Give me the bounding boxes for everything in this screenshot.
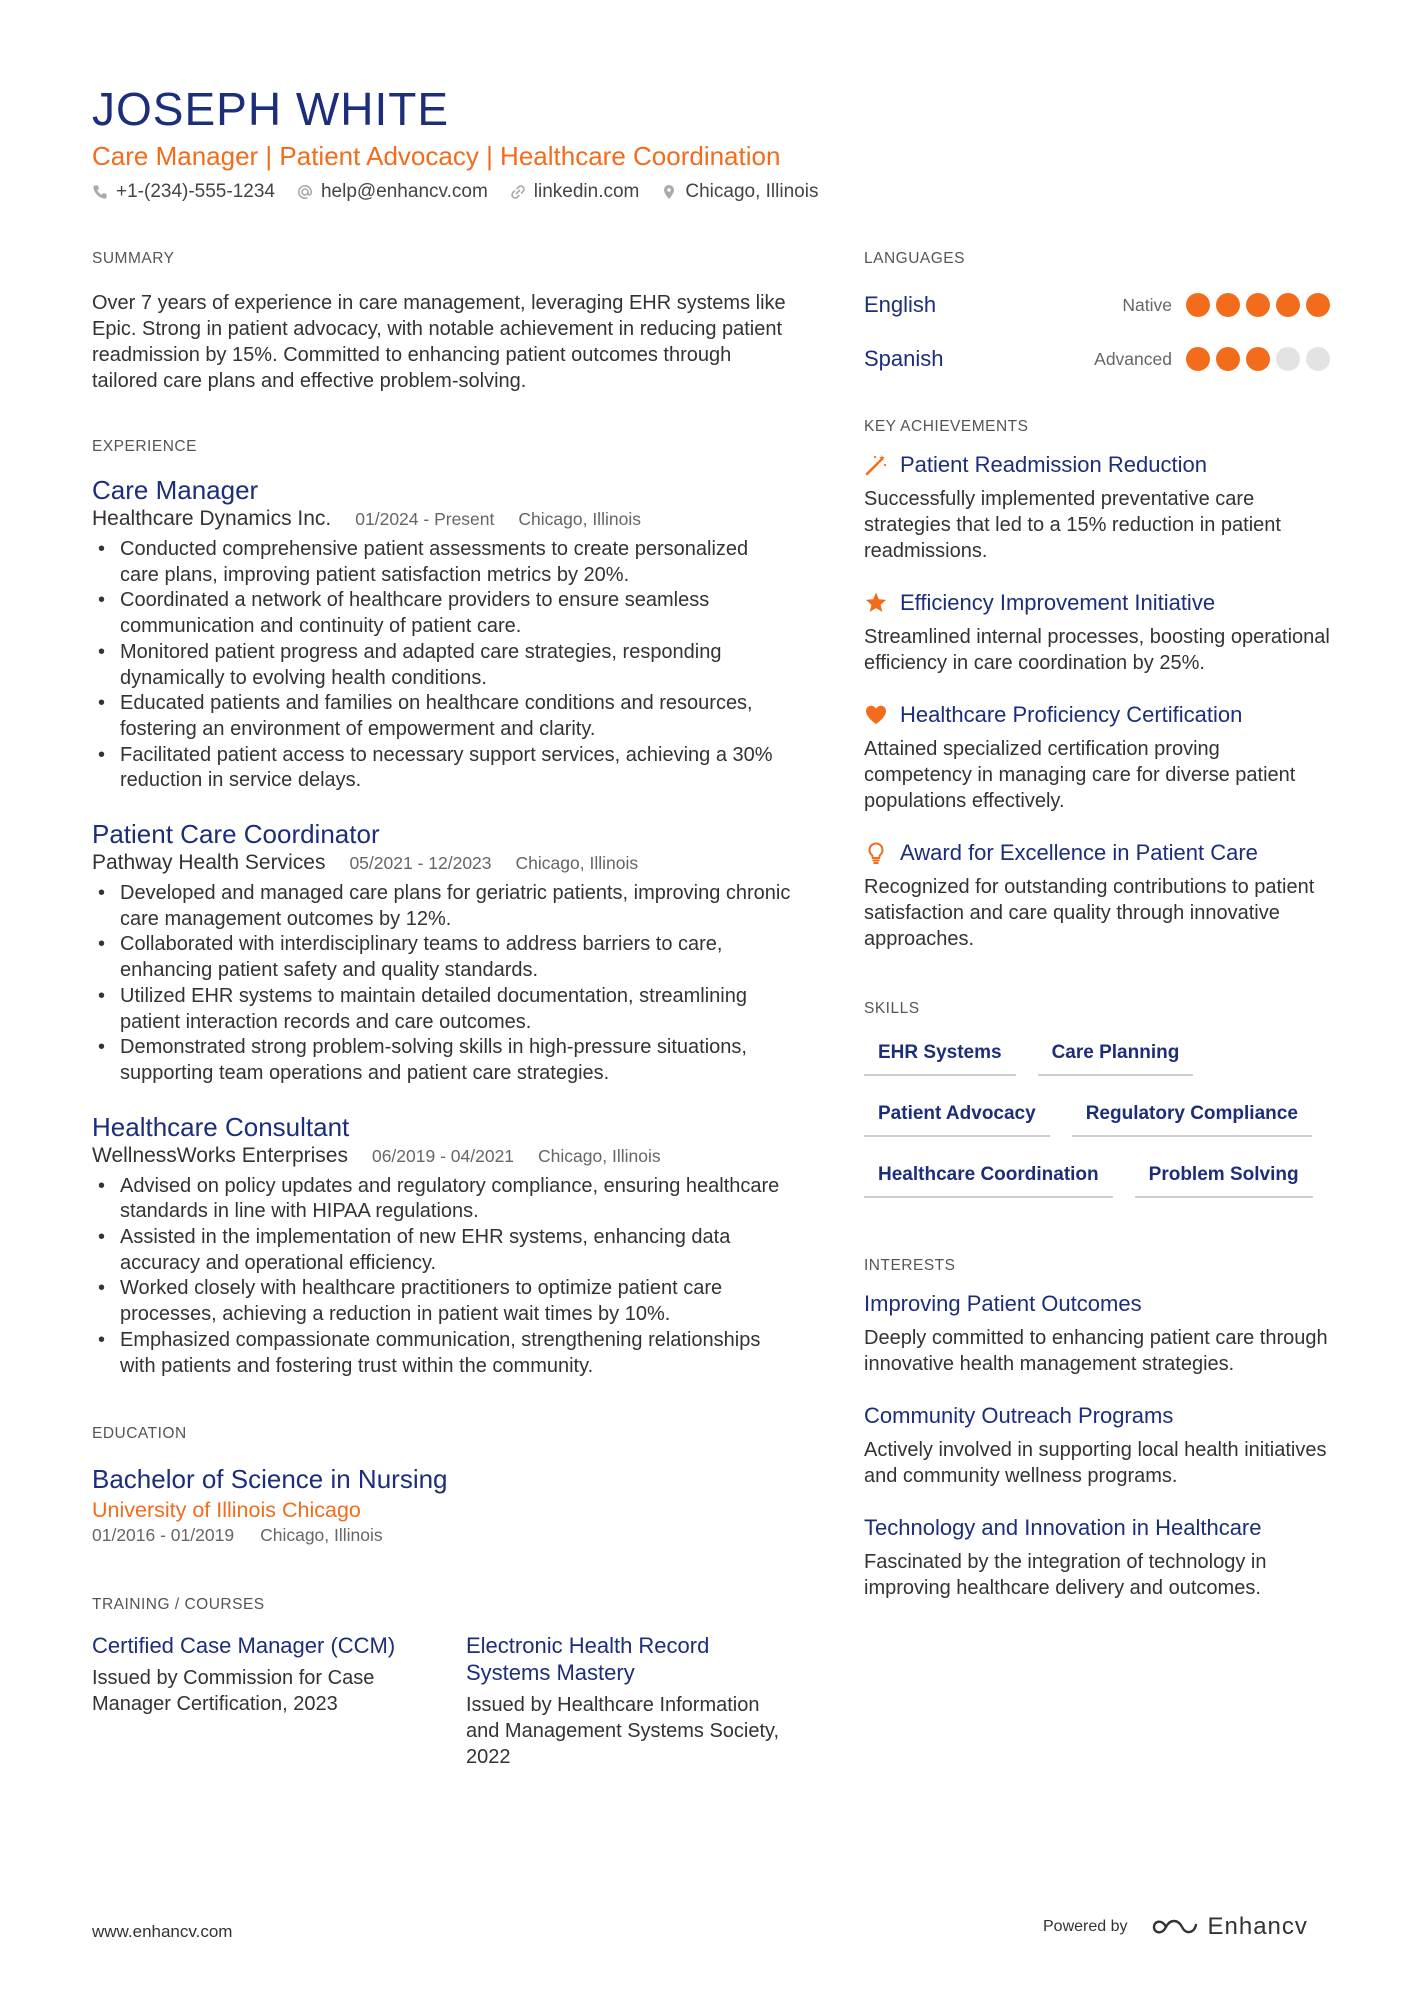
rating-dot-filled [1276, 293, 1300, 317]
language-name: Spanish [864, 346, 944, 371]
section-title: EXPERIENCE [92, 438, 197, 455]
skill-tag: Problem Solving [1135, 1152, 1313, 1198]
bullet-item: • Assisted in the implementation of new EHR systems, enhancing data accuracy and operational efficiency. [92, 1225, 792, 1276]
course-description: Issued by Commission for Case Manager Certification, 2023 [92, 1667, 375, 1716]
job-title: Patient Care Coordinator [92, 819, 380, 850]
languages-section [864, 250, 1330, 374]
rating-dot-empty [1276, 347, 1300, 371]
skill-tag: Care Planning [1038, 1030, 1194, 1076]
course-item [466, 1632, 782, 1770]
interest-title: Improving Patient Outcomes [864, 1291, 1142, 1316]
company-name: Healthcare Dynamics Inc. [92, 507, 332, 530]
summary-section [92, 250, 792, 394]
footer-branding[interactable] [1043, 1913, 1308, 1941]
education-meta [92, 1525, 792, 1546]
link-icon [510, 184, 526, 200]
bullet-item: • Monitored patient progress and adapted care strategies, responding dynamically to evolving health conditions. [92, 640, 792, 691]
rating-dot-filled [1186, 347, 1210, 371]
course-list [92, 1632, 792, 1770]
bullet-item: • Demonstrated strong problem-solving skills in high-pressure situations, supporting team operations and patient care strategies. [92, 1035, 792, 1086]
bullet-item: • Worked closely with healthcare practitioners to optimize patient care processes, achieving a reduction in patient wait times by 10%. [92, 1276, 792, 1327]
achievement-description: Streamlined internal processes, boosting operational efficiency in care coordination by 25%. [864, 626, 1330, 674]
job-entry [92, 1111, 792, 1380]
achievement-item [864, 590, 1330, 676]
proficiency-dots [1186, 293, 1330, 317]
achievement-description: Successfully implemented preventative care strategies that led to a 15% reduction in patient readmissions. [864, 488, 1281, 562]
skill-tag: Healthcare Coordination [864, 1152, 1113, 1198]
course-title: Electronic Health Record Systems Mastery [466, 1633, 710, 1686]
bullet-item: • Educated patients and families on healthcare conditions and resources, fostering an environment of empowerment and clarity. [92, 691, 792, 742]
bullet-item: • Developed and managed care plans for geriatric patients, improving chronic care management outcomes by 12%. [92, 881, 792, 932]
degree-title: Bachelor of Science in Nursing [92, 1464, 448, 1495]
skill-list [864, 1030, 1344, 1213]
achievement-title: Healthcare Proficiency Certification [900, 702, 1243, 727]
language-level: Advanced [1094, 348, 1172, 369]
location-pin-icon [661, 184, 677, 200]
interest-item [864, 1291, 1330, 1377]
skill-tag: EHR Systems [864, 1030, 1016, 1076]
interest-description: Actively involved in supporting local health initiatives and community wellness programs. [864, 1439, 1327, 1487]
rating-dot-filled [1216, 347, 1240, 371]
contact-location [661, 181, 818, 203]
section-title: EDUCATION [92, 1425, 187, 1443]
job-meta [92, 851, 792, 875]
achievement-item [864, 702, 1330, 814]
right-column [864, 250, 1330, 1601]
job-title: Healthcare Consultant [92, 1111, 350, 1142]
candidate-name: JOSEPH WHITE [92, 83, 450, 135]
proficiency-dots [1186, 347, 1330, 371]
summary-text: Over 7 years of experience in care management, leveraging EHR systems like Epic. Strong in patient advocacy, with notable achievement in reducing patient readmission by 15%. Committed to enhancing patient outcomes through tailored care plans and effective problem-solving. [92, 292, 786, 392]
bullet-item: • Facilitated patient access to necessary support services, achieving a 30% reduction in service delays. [92, 743, 792, 794]
job-meta [92, 1144, 792, 1168]
footer-website[interactable]: www.enhancv.com [92, 1922, 233, 1941]
lightbulb-icon [864, 841, 888, 865]
job-bullets [92, 881, 792, 1087]
job-entry [92, 818, 792, 1087]
skills-section [864, 1000, 1330, 1213]
interest-title: Community Outreach Programs [864, 1403, 1174, 1428]
section-title: KEY ACHIEVEMENTS [864, 418, 1029, 435]
school-name: University of Illinois Chicago [92, 1498, 361, 1523]
experience-section [92, 438, 792, 1379]
linkedin-text: linkedin.com [533, 181, 640, 202]
course-title: Certified Case Manager (CCM) [92, 1633, 396, 1659]
achievement-title: Award for Excellence in Patient Care [900, 840, 1258, 865]
course-item [92, 1632, 408, 1770]
job-entry [92, 474, 792, 794]
job-location: Chicago, Illinois [518, 509, 641, 529]
heart-icon [864, 703, 888, 727]
bullet-item: • Utilized EHR systems to maintain detailed documentation, streamlining patient interaction records and care outcomes. [92, 984, 792, 1035]
section-title: TRAINING / COURSES [92, 1596, 265, 1614]
rating-dot-filled [1246, 293, 1270, 317]
enhancv-logo-icon [1152, 1915, 1198, 1939]
interest-item [864, 1515, 1330, 1601]
achievement-title: Patient Readmission Reduction [900, 452, 1207, 477]
achievement-item [864, 452, 1330, 564]
interest-title: Technology and Innovation in Healthcare [864, 1515, 1262, 1540]
rating-dot-empty [1306, 347, 1330, 371]
left-column [92, 250, 792, 1770]
rating-dot-filled [1216, 293, 1240, 317]
training-section [92, 1596, 792, 1770]
at-icon [297, 184, 313, 200]
job-location: Chicago, Illinois [538, 1145, 661, 1166]
bullet-item: • Conducted comprehensive patient assessments to create personalized care plans, improving patient satisfaction metrics by 20%. [92, 537, 792, 588]
skill-tag: Patient Advocacy [864, 1091, 1050, 1137]
language-level: Native [1122, 294, 1172, 315]
brand-logo [1152, 1913, 1308, 1941]
education-dates: 01/2016 - 01/2019 [92, 1525, 235, 1546]
achievement-title: Efficiency Improvement Initiative [900, 590, 1216, 615]
interest-description: Fascinated by the integration of technology in improving healthcare delivery and outcomes. [864, 1551, 1267, 1599]
language-row [864, 290, 1330, 320]
contact-phone[interactable] [92, 181, 275, 203]
achievement-description: Recognized for outstanding contributions to patient satisfaction and care quality through innovative approaches. [864, 876, 1315, 950]
job-location: Chicago, Illinois [515, 853, 639, 874]
location-text: Chicago, Illinois [685, 181, 819, 202]
contact-linkedin[interactable] [510, 181, 640, 203]
achievement-description: Attained specialized certification proving competency in managing care for diverse patient populations effectively. [864, 738, 1296, 812]
company-name: Pathway Health Services [92, 851, 326, 875]
job-bullets [92, 537, 792, 794]
phone-text: +1-(234)-555-1234 [116, 181, 275, 202]
company-name: WellnessWorks Enterprises [92, 1143, 348, 1167]
phone-icon [92, 184, 108, 200]
job-title: Care Manager [92, 475, 259, 505]
brand-name: Enhancv [1207, 1913, 1308, 1940]
interest-item [864, 1403, 1330, 1489]
interests-section [864, 1257, 1330, 1601]
bullet-item: • Advised on policy updates and regulatory compliance, ensuring healthcare standards in line with HIPAA regulations. [92, 1174, 792, 1225]
job-meta [92, 507, 792, 531]
rating-dot-filled [1306, 293, 1330, 317]
rating-dot-filled [1246, 347, 1270, 371]
bullet-item: • Collaborated with interdisciplinary teams to address barriers to care, enhancing patient safety and quality standards. [92, 932, 792, 983]
education-section [92, 1425, 792, 1546]
contact-email[interactable] [297, 181, 488, 203]
achievement-item [864, 840, 1330, 952]
section-title: SKILLS [864, 1000, 920, 1017]
skill-tag: Regulatory Compliance [1072, 1091, 1312, 1137]
bullet-item: • Emphasized compassionate communication, strengthening relationships with patients and fostering trust within the community. [92, 1328, 792, 1379]
course-description: Issued by Healthcare Information and Management Systems Society, 2022 [466, 1694, 780, 1769]
interest-description: Deeply committed to enhancing patient care through innovative health management strategies. [864, 1327, 1328, 1375]
email-text: help@enhancv.com [320, 181, 488, 202]
headline: Care Manager | Patient Advocacy | Healthcare Coordination [92, 141, 781, 171]
magic-wand-icon [864, 453, 888, 477]
star-icon [864, 591, 888, 615]
section-title: INTERESTS [864, 1257, 956, 1274]
job-dates: 06/2019 - 04/2021 [371, 1145, 515, 1166]
achievements-section [864, 418, 1330, 952]
contact-bar [92, 181, 818, 203]
section-title: SUMMARY [92, 250, 175, 267]
job-dates: 01/2024 - Present [355, 509, 495, 529]
rating-dot-filled [1186, 293, 1210, 317]
job-bullets [92, 1174, 792, 1380]
language-row [864, 344, 1330, 374]
section-title: LANGUAGES [864, 250, 965, 267]
bullet-item: • Coordinated a network of healthcare providers to ensure seamless communication and continuity of patient care. [92, 588, 792, 639]
powered-by-label: Powered by [1043, 1918, 1128, 1935]
education-location: Chicago, Illinois [260, 1525, 383, 1546]
job-dates: 05/2021 - 12/2023 [349, 853, 492, 874]
language-name: English [864, 292, 937, 317]
